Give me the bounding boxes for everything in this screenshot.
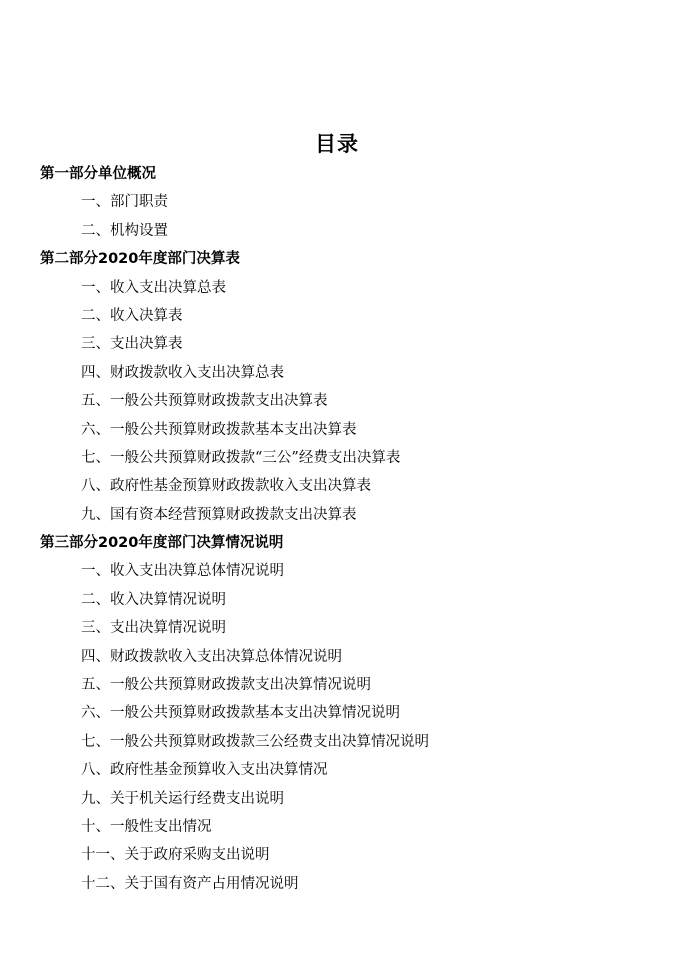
section-heading[interactable]: 第三部分2020年度部门决算情况说明 bbox=[40, 535, 284, 552]
toc-item[interactable]: 六、一般公共预算财政拨款基本支出决算表 bbox=[81, 421, 357, 438]
toc-item[interactable]: 一、收入支出决算总体情况说明 bbox=[81, 563, 284, 580]
table-of-contents bbox=[0, 160, 674, 898]
toc-item[interactable]: 九、关于机关运行经费支出说明 bbox=[81, 790, 284, 807]
toc-item[interactable]: 十二、关于国有资产占用情况说明 bbox=[81, 875, 299, 892]
toc-item[interactable]: 七、一般公共预算财政拨款“三公”经费支出决算表 bbox=[81, 449, 401, 466]
toc-section-1 bbox=[0, 160, 674, 245]
toc-item[interactable]: 七、一般公共预算财政拨款三公经费支出决算情况说明 bbox=[81, 733, 429, 750]
toc-item[interactable]: 三、支出决算表 bbox=[81, 336, 183, 353]
section-heading[interactable]: 第一部分单位概况 bbox=[40, 166, 156, 182]
toc-item[interactable]: 五、一般公共预算财政拨款支出决算表 bbox=[81, 393, 328, 410]
toc-item[interactable]: 八、政府性基金预算收入支出决算情况 bbox=[81, 762, 328, 779]
toc-item[interactable]: 八、政府性基金预算财政拨款收入支出决算表 bbox=[81, 478, 371, 495]
toc-item[interactable]: 一、收入支出决算总表 bbox=[81, 279, 226, 296]
toc-item[interactable]: 五、一般公共预算财政拨款支出决算情况说明 bbox=[81, 677, 371, 694]
toc-item[interactable]: 四、财政拨款收入支出决算总表 bbox=[81, 364, 284, 381]
toc-item[interactable]: 十、一般性支出情况 bbox=[81, 818, 212, 835]
toc-item[interactable]: 二、收入决算情况说明 bbox=[81, 591, 226, 608]
page-title: 目录 bbox=[315, 132, 359, 156]
toc-item[interactable]: 三、支出决算情况说明 bbox=[81, 620, 226, 637]
toc-section-2 bbox=[0, 245, 674, 529]
toc-item[interactable]: 一、部门职责 bbox=[81, 194, 168, 211]
toc-item[interactable]: 六、一般公共预算财政拨款基本支出决算情况说明 bbox=[81, 705, 400, 722]
toc-item[interactable]: 二、机构设置 bbox=[81, 222, 168, 239]
toc-item[interactable]: 九、国有资本经营预算财政拨款支出决算表 bbox=[81, 506, 357, 523]
toc-item[interactable]: 十一、关于政府采购支出说明 bbox=[81, 847, 270, 864]
toc-item[interactable]: 二、收入决算表 bbox=[81, 307, 183, 324]
toc-section-3 bbox=[0, 529, 674, 898]
section-heading[interactable]: 第二部分2020年度部门决算表 bbox=[40, 251, 240, 268]
toc-item[interactable]: 四、财政拨款收入支出决算总体情况说明 bbox=[81, 648, 342, 665]
